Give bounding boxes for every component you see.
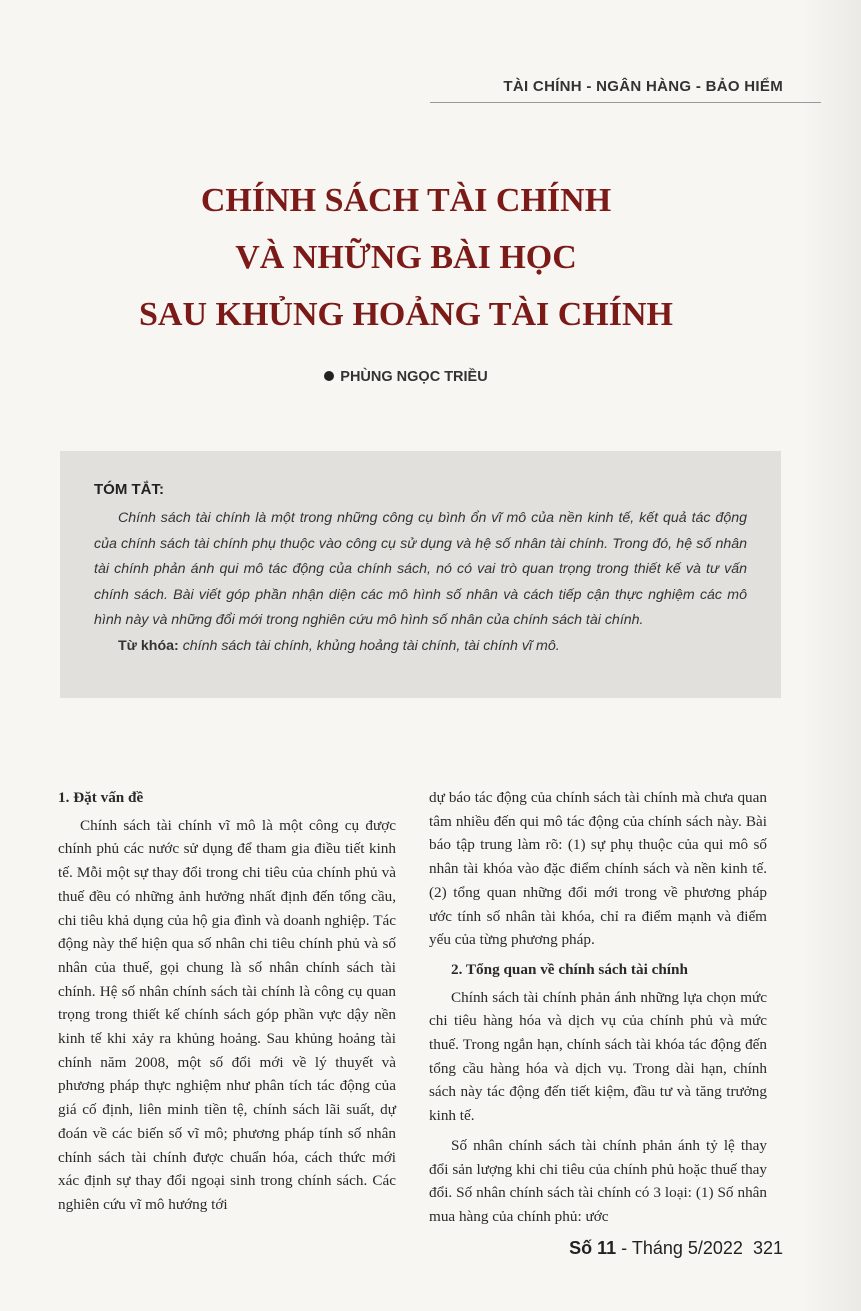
section-1-paragraph: Chính sách tài chính vĩ mô là một công cụ được chính phủ các nước sử dụng để tham gia điều tiết kinh tế. Mỗi một sự thay đổi trong chi tiêu của chính phủ và thuế đều có những ảnh hưởng nhất định đến tổng cầu, chi tiêu khả dụng của hộ gia đình và doanh nghiệp. Tác động này thể hiện qua số nhân chi tiêu chính phủ và số nhân của thuế, gọi chung là số nhân chính sách tài chính. Hệ số nhân chính sách tài chính là công cụ quan trọng trong thiết kế chính sách góp phần vực dậy nền kinh tế khi xảy ra khủng hoảng. Sau khủng hoảng tài chính năm 2008, một số đổi mới về lý thuyết và phương pháp thực nghiệm như phân tích tác động của giá cố định, liên minh tiền tệ, chính sách lãi suất, dự đoán về các biến số vĩ mô; phương pháp tính số nhân chính sách tài chính được chuẩn hóa, cách thức mới xác định sự thay đổi ngoại sinh trong chính sách. Các nghiên cứu vĩ mô hướng tới xyxy=(58,816,396,1213)
footer-separator: - xyxy=(616,1238,632,1258)
abstract-text: Chính sách tài chính là một trong những công cụ bình ổn vĩ mô của nền kinh tế, kết quả tác động của chính sách tài chính phụ thuộc vào công cụ sử dụng và hệ số nhân tài chính. Trong đó, hệ số nhân tài chính phản ánh qui mô tác động của chính sách, nó có vai trò quan trọng trong thiết kế và tư vấn chính sách. Bài viết góp phần nhận diện các mô hình số nhân và cách tiếp cận thực nghiệm các mô hình này và những đổi mới trong nghiên cứu mô hình số nhân của chính sách tài chính. xyxy=(94,510,747,629)
title-line-3: SAU KHỦNG HOẢNG TÀI CHÍNH xyxy=(139,296,673,333)
section-label: TÀI CHÍNH - NGÂN HÀNG - BẢO HIỂM xyxy=(503,78,783,95)
bullet-icon xyxy=(324,371,334,381)
title-line-1: CHÍNH SÁCH TÀI CHÍNH xyxy=(200,182,612,219)
issue-month: Tháng 5/2022 xyxy=(631,1238,743,1258)
section-2-paragraph-1: Chính sách tài chính phản ánh những lựa chọn mức chi tiêu hàng hóa và dịch vụ của chính phủ và mức thuế. Trong ngắn hạn, chính sách tài khóa tác động đến tổng cầu hàng hóa và dịch vụ. Trong dài hạn, chính sách này tác động đến tiết kiệm, đầu tư và tăng trưởng kinh tế. xyxy=(429,988,767,1125)
keywords-label: Từ khóa: xyxy=(118,637,179,654)
author-line xyxy=(0,369,812,385)
article-title xyxy=(0,172,812,343)
continued-paragraph: dự báo tác động của chính sách tài chính mà chưa quan tâm nhiều đến qui mô tác động của chính sách này. Bài báo tập trung làm rõ: (1) sự phụ thuộc của qui mô số nhân tài khóa vào đặc điểm chính sách và nền kinh tế. (2) tổng quan những đổi mới trong về phương pháp ước tính số nhân tài khóa, chỉ ra điểm mạnh và điểm yếu của từng phương pháp. xyxy=(429,789,767,949)
abstract-heading: TÓM TẮT: xyxy=(94,481,164,498)
abstract-box xyxy=(60,451,781,698)
header-rule xyxy=(430,102,821,103)
title-line-2: VÀ NHỮNG BÀI HỌC xyxy=(235,239,577,276)
keywords-text: chính sách tài chính, khủng hoảng tài chính, tài chính vĩ mô. xyxy=(182,637,560,654)
section-1-heading: 1. Đặt vấn đề xyxy=(58,789,144,806)
keywords xyxy=(94,634,747,659)
issue-number: Số 11 xyxy=(569,1238,617,1258)
right-column xyxy=(429,786,767,1235)
left-column xyxy=(58,786,396,1223)
page-number: 321 xyxy=(752,1238,783,1258)
page-footer xyxy=(569,1238,783,1259)
section-2-paragraph-2: Số nhân chính sách tài chính phản ánh tỷ lệ thay đổi sản lượng khi chi tiêu của chính phủ hoặc thuế thay đổi. Số nhân chính sách tài chính có 3 loại: (1) Số nhân mua hàng của chính phủ: ước xyxy=(429,1136,767,1225)
section-2-heading: 2. Tổng quan về chính sách tài chính xyxy=(451,960,688,978)
author-name: PHÙNG NGỌC TRIỀU xyxy=(340,369,488,385)
